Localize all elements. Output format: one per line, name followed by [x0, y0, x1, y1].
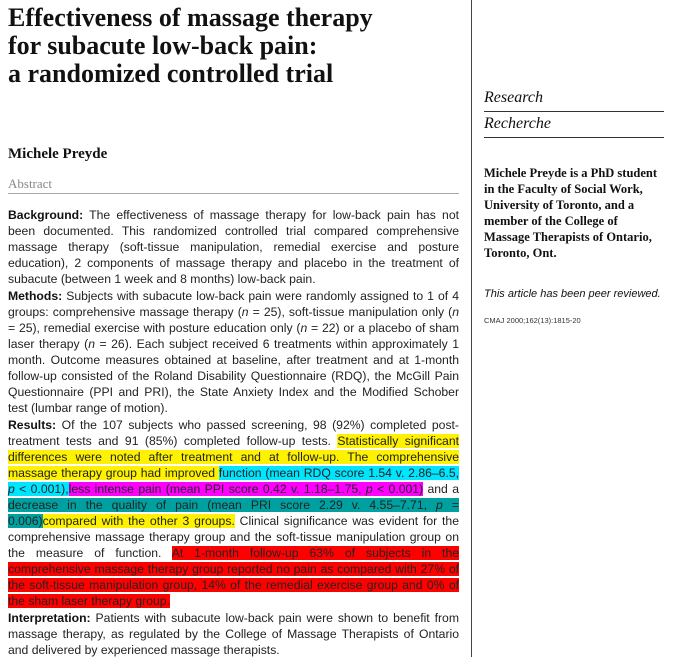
methods-text: Subjects with subacute low-back pain were randomly assigned to 1 of 4 groups: comprehensive massage therapy (: [8, 289, 459, 319]
methods-text: = 26). Each subject received 6 treatments within approximately 1 month. Outcome measures obtained at baseline, after treatment and at 1-month follow-up consisted of the Roland Disability Questionnaire (RDQ), the McGill Pain Questionnaire (PPI and PRI), the State Anxiety Index and the Modified Schober test (lumbar range of motion).: [8, 337, 459, 415]
background-label: Background:: [8, 208, 84, 222]
methods-n: n: [88, 337, 95, 351]
abstract-heading: Abstract: [8, 176, 53, 191]
peer-review-note: This article has been peer reviewed.: [484, 288, 661, 300]
methods-n: n: [300, 321, 308, 335]
interpretation-paragraph: [8, 610, 459, 658]
highlight-teal-text: = 0.006): [8, 498, 459, 528]
author-bio: Michele Preyde is a PhD student in the Faculty of Social Work, University of Toronto, and a member of the College of Massage Therapists of Ontario, Toronto, Ont.: [484, 166, 658, 260]
methods-paragraph: [8, 288, 459, 416]
highlight-cyan-text: < 0.001),: [14, 482, 69, 496]
methods-text: = 25), remedial exercise with posture education only (: [8, 321, 301, 335]
title-line-1: Effectiveness of massage therapy: [8, 3, 373, 32]
results-text: Of the 107 subjects who passed screening, 98 (92%) completed post-treatment tests and 91 (85%) completed follow-up tests.: [8, 418, 459, 448]
methods-text: = 22) or a placebo of sham laser therapy (: [8, 321, 459, 351]
background-paragraph: [8, 207, 459, 287]
results-paragraph: [8, 417, 459, 609]
background-text: The effectiveness of massage therapy for low-back pain has not been documented. This randomized controlled trial compared comprehensive massage therapy (soft-tissue manipulation, remedial exercise and posture education), 2 components of massage therapy and placebo in the treatment of subacute (between 1 week and 8 months) low-back pain.: [8, 208, 459, 286]
abstract-rule: [8, 193, 459, 194]
methods-n: n: [241, 305, 249, 319]
p-value-symbol: p: [365, 482, 373, 496]
highlight-teal-text: decrease in the quality of pain (mean PRI score 2.29 v. 4.55–7.71,: [8, 498, 437, 512]
citation: CMAJ 2000;162(13):1815-20: [484, 316, 581, 325]
section-label-research: Research: [484, 89, 543, 106]
section-rule-1: [484, 111, 664, 112]
column-divider: [471, 0, 472, 657]
p-value-symbol: p: [8, 482, 15, 496]
results-text: Clinical significance was evident for the comprehensive massage therapy group and the soft-tissue manipulation group on the measure of function.: [8, 514, 459, 560]
highlight-magenta-text: < 0.001): [372, 482, 424, 496]
p-value-symbol: p: [436, 498, 443, 512]
section-label-recherche: Recherche: [484, 115, 551, 132]
highlight-cyan-text: function (mean RDQ score 1.54 v. 2.86–6.5,: [218, 466, 459, 480]
title-line-2: for subacute low-back pain:: [8, 31, 318, 60]
highlight-magenta-text: less intense pain (mean PPI score 0.42 v. 1.18–1.75,: [68, 482, 366, 496]
highlight-red: At 1-month follow-up 63% of subjects in the comprehensive massage therapy group reported no pain as compared with 27% of the soft-tissue manipulation group, 14% of the remedial exercise group and 0% of the sham laser therapy group.: [8, 546, 459, 608]
highlight-yellow: Statistically significant differences were noted after treatment and at follow-up. The comprehensive massage therapy group had improved: [8, 434, 459, 480]
section-rule-2: [484, 137, 664, 138]
results-text: and a: [423, 482, 459, 496]
results-label: Results:: [8, 418, 57, 432]
methods-n: n: [452, 305, 459, 319]
methods-text: = 25), soft-tissue manipulation only (: [248, 305, 453, 319]
highlight-magenta: [69, 482, 424, 496]
highlight-yellow: compared with the other 3 groups.: [42, 514, 235, 528]
author-name: Michele Preyde: [8, 146, 108, 162]
title-line-3: a randomized controlled trial: [8, 59, 334, 88]
interpretation-label: Interpretation:: [8, 611, 91, 625]
interpretation-text: Patients with subacute low-back pain were shown to benefit from massage therapy, as regulated by the College of Massage Therapists of Ontario and delivered by experienced massage therapists.: [8, 611, 459, 657]
abstract-body: [8, 207, 459, 659]
methods-label: Methods:: [8, 289, 63, 303]
article-title: [8, 4, 468, 88]
